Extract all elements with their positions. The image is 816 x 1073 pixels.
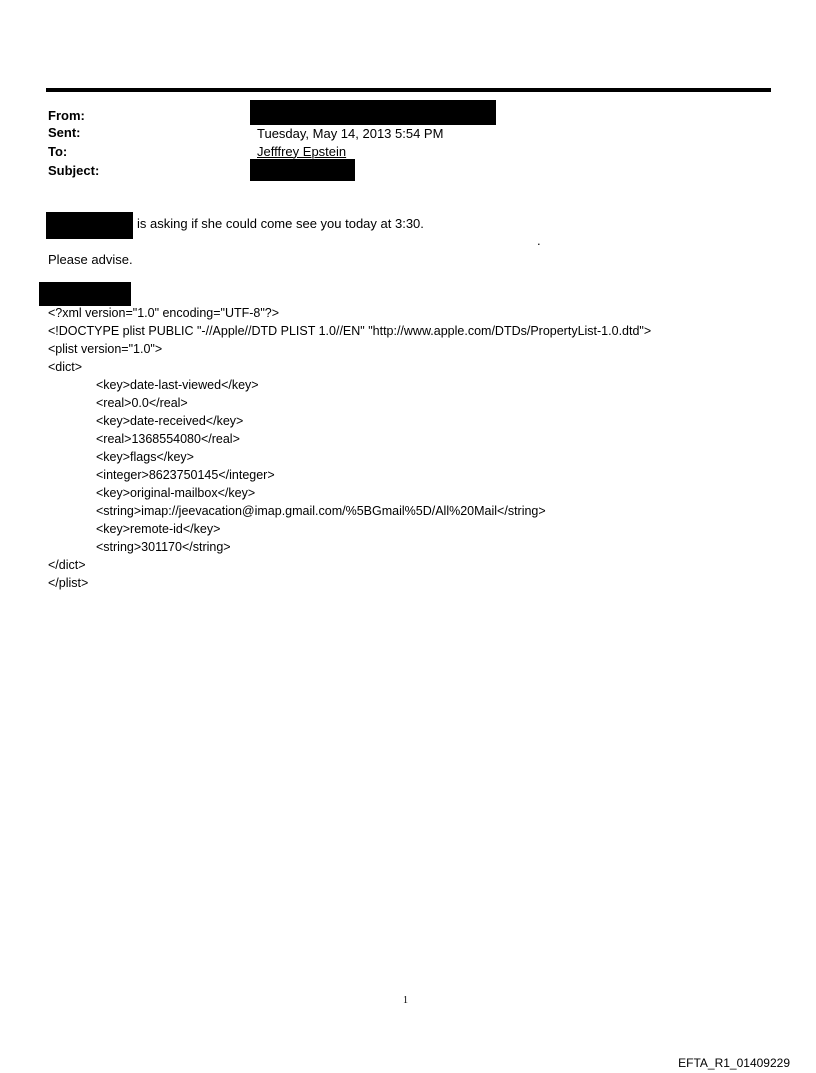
- xml-line: <?xml version="1.0" encoding="UTF-8"?>: [48, 306, 280, 320]
- xml-line: <key>original-mailbox</key>: [96, 486, 256, 500]
- xml-line: <dict>: [48, 360, 83, 374]
- xml-line: </dict>: [48, 558, 86, 572]
- xml-line: <!DOCTYPE plist PUBLIC "-//Apple//DTD PLIST 1.0//EN" "http://www.apple.com/DTDs/PropertyList-1.0.dtd">: [48, 324, 652, 338]
- to-value: Jefffrey Epstein: [257, 144, 347, 159]
- sent-value: Tuesday, May 14, 2013 5:54 PM: [257, 126, 444, 141]
- redacted-signature: [39, 282, 131, 306]
- to-label: To:: [48, 144, 68, 159]
- xml-line: <key>date-received</key>: [96, 414, 244, 428]
- body-dot: .: [537, 233, 541, 248]
- bates-number: EFTA_R1_01409229: [678, 1056, 790, 1070]
- xml-line: <integer>8623750145</integer>: [96, 468, 275, 482]
- from-label: From:: [48, 108, 85, 123]
- xml-line: <real>1368554080</real>: [96, 432, 240, 446]
- xml-line: <string>imap://jeevacation@imap.gmail.com/%5BGmail%5D/All%20Mail</string>: [96, 504, 546, 518]
- page-number: 1: [403, 995, 408, 1006]
- body-line-1: is asking if she could come see you today at 3:30.: [137, 216, 424, 231]
- redacted-from: [250, 100, 496, 125]
- body-line-2: Please advise.: [48, 252, 133, 267]
- header-rule: [46, 88, 771, 92]
- xml-line: </plist>: [48, 576, 89, 590]
- xml-line: <plist version="1.0">: [48, 342, 163, 356]
- subject-label: Subject:: [48, 163, 100, 178]
- xml-line: <key>date-last-viewed</key>: [96, 378, 259, 392]
- xml-line: <key>flags</key>: [96, 450, 194, 464]
- xml-line: <string>301170</string>: [96, 540, 231, 554]
- sent-label: Sent:: [48, 125, 81, 140]
- xml-line: <key>remote-id</key>: [96, 522, 221, 536]
- redacted-name: [46, 212, 133, 239]
- redacted-subject: [250, 159, 355, 181]
- xml-line: <real>0.0</real>: [96, 396, 188, 410]
